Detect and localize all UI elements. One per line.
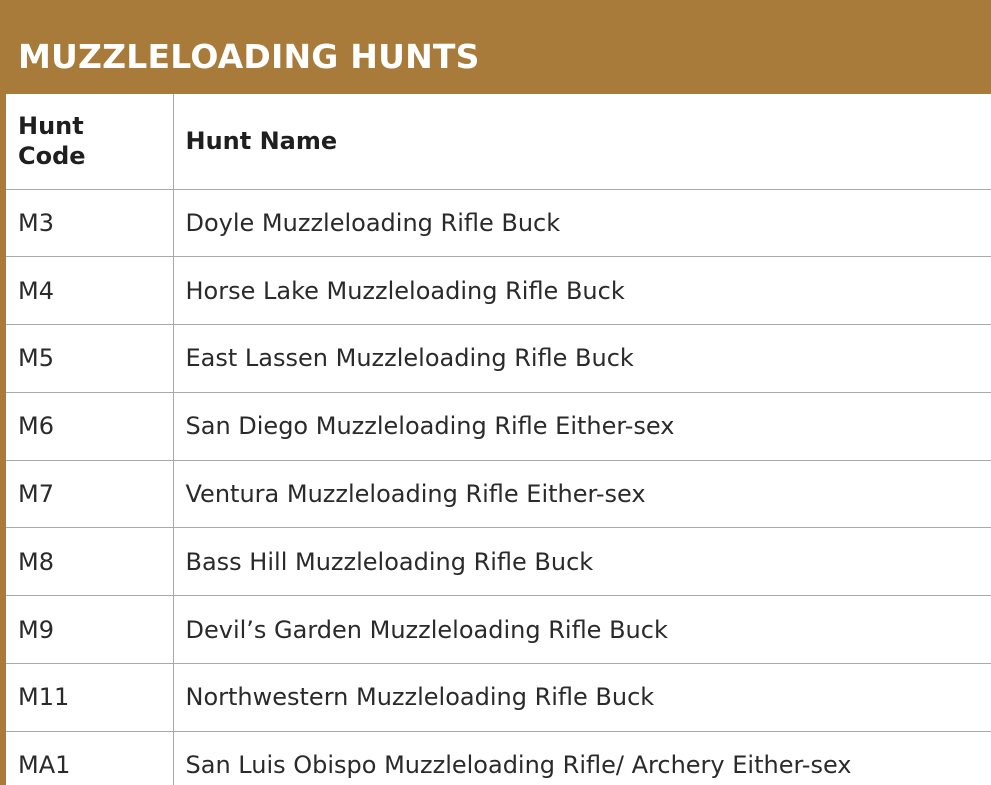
table-row [6, 664, 991, 732]
table-row [6, 325, 991, 393]
hunt-name-cell: Devil’s Garden Muzzleloading Rifle Buck [173, 596, 991, 664]
hunt-name-header-label: Hunt Name [185, 127, 338, 156]
table-row [6, 392, 991, 460]
hunt-code-cell: M4 [6, 257, 173, 325]
hunt-name-cell: San Luis Obispo Muzzleloading Rifle/ Archery Either-sex [173, 731, 991, 785]
hunt-code-cell: M9 [6, 596, 173, 664]
table-row [6, 596, 991, 664]
hunt-name-cell: East Lassen Muzzleloading Rifle Buck [173, 325, 991, 393]
hunt-name-cell: Doyle Muzzleloading Rifle Buck [173, 189, 991, 257]
hunt-code-cell: MA1 [6, 731, 173, 785]
hunt-name-cell: Bass Hill Muzzleloading Rifle Buck [173, 528, 991, 596]
table-row [6, 189, 991, 257]
hunt-name-cell: Northwestern Muzzleloading Rifle Buck [173, 664, 991, 732]
hunt-name-column-header [173, 94, 991, 189]
table-row [6, 528, 991, 596]
hunts-table [6, 94, 991, 785]
table-row [6, 257, 991, 325]
hunt-code-cell: M11 [6, 664, 173, 732]
hunt-code-cell: M5 [6, 325, 173, 393]
hunt-code-cell: M8 [6, 528, 173, 596]
table-row [6, 460, 991, 528]
table-header-row [6, 94, 991, 189]
section-title: MUZZLELOADING HUNTS [18, 37, 480, 76]
hunt-name-cell: San Diego Muzzleloading Rifle Either-sex [173, 392, 991, 460]
hunt-name-cell: Ventura Muzzleloading Rifle Either-sex [173, 460, 991, 528]
hunt-code-cell: M3 [6, 189, 173, 257]
table-row [6, 731, 991, 785]
section-title-banner [6, 0, 991, 94]
hunt-code-column-header [6, 94, 173, 189]
hunt-name-cell: Horse Lake Muzzleloading Rifle Buck [173, 257, 991, 325]
hunt-code-cell: M6 [6, 392, 173, 460]
hunt-code-cell: M7 [6, 460, 173, 528]
hunt-code-header-label: Hunt Code [18, 112, 86, 171]
